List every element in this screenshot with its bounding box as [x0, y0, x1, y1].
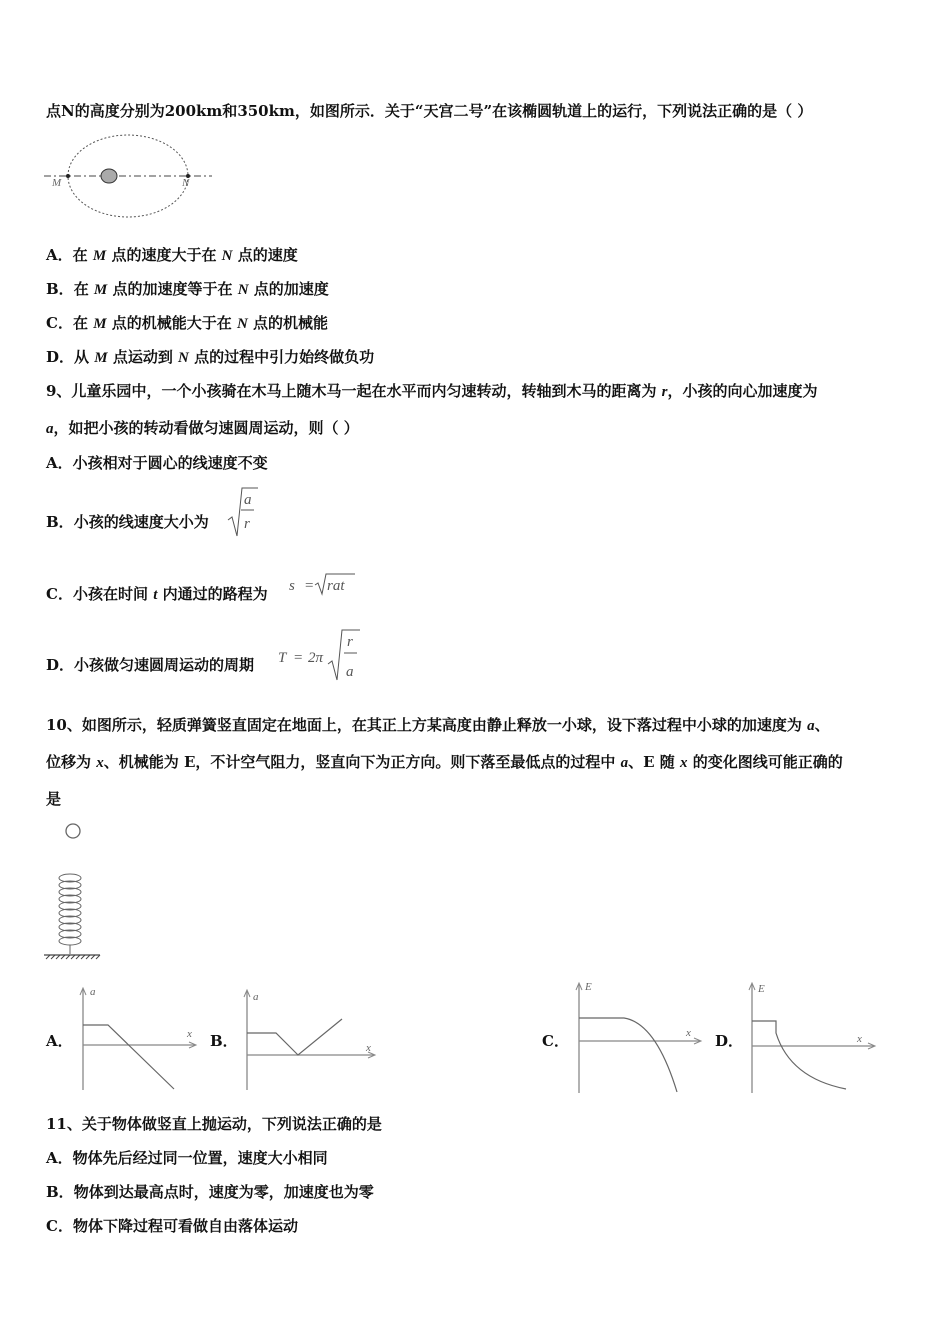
graph-curve	[579, 1018, 677, 1092]
var-x: x	[96, 755, 104, 771]
sqrt-sign	[228, 488, 258, 536]
fraction-denominator: a	[346, 664, 354, 680]
graph-label-c	[542, 1031, 569, 1051]
option-text: 点的过程中引力始终做负功	[188, 348, 375, 366]
spring-coils	[59, 874, 81, 954]
option-text: 从	[74, 348, 95, 366]
graph-d	[740, 978, 880, 1096]
q9-option-a	[46, 453, 268, 473]
var-n: N	[178, 350, 189, 366]
var-n: N	[237, 282, 249, 298]
y-axis-label: E	[585, 981, 592, 993]
option-text: 点的加速度等于在	[107, 280, 238, 298]
q11-option-c	[46, 1216, 298, 1236]
var-n: N	[221, 248, 233, 264]
x-axis-label: x	[857, 1033, 862, 1045]
var-n: N	[236, 316, 248, 332]
formula-equals: =	[294, 650, 303, 666]
q9-option-c	[46, 584, 268, 605]
option-text: 内通过的路程为	[157, 585, 268, 603]
q11-stem	[46, 1114, 382, 1134]
graph-curve	[247, 1019, 342, 1055]
q11-text: 11、关于物体做竖直上抛运动，下列说法正确的是	[46, 1115, 382, 1133]
y-axis-label: a	[253, 991, 259, 1003]
q10-text: 、	[814, 716, 830, 734]
graph-label-a	[46, 1031, 73, 1051]
formula-s-equals-sqrt-rat	[289, 572, 359, 598]
option-text: 小孩做匀速圆周运动的周期	[74, 656, 255, 674]
option-letter: A．	[46, 454, 73, 472]
var-m: M	[92, 248, 107, 264]
fraction-denominator: r	[244, 516, 250, 532]
intro-line	[46, 101, 812, 121]
graph-c	[566, 978, 706, 1096]
q8-option-c	[46, 313, 328, 334]
option-letter: B．	[46, 280, 74, 298]
q10-stem-line3	[46, 789, 61, 809]
option-letter: C．	[46, 314, 73, 332]
q10-text: 的变化图线可能正确的	[687, 753, 843, 771]
option-letter: D．	[46, 656, 75, 674]
option-text: 小孩相对于圆心的线速度不变	[72, 454, 268, 472]
q10-stem-line2	[46, 752, 843, 773]
var-a: a	[807, 718, 815, 734]
q9-text: ，如把小孩的转动看做匀速圆周运动，则（ ）	[53, 419, 359, 437]
q8-option-d	[46, 347, 374, 368]
option-letter: C．	[46, 585, 73, 603]
q8-option-a	[46, 245, 298, 266]
option-letter: A．	[46, 1032, 73, 1050]
q9-option-b	[46, 512, 209, 532]
option-text: 点的机械能大于在	[106, 314, 237, 332]
var-a: a	[46, 421, 54, 437]
formula-radicand: rat	[327, 578, 345, 594]
label-m: M	[52, 177, 62, 189]
option-text: 点的速度大于在	[106, 246, 222, 264]
graph-curve	[752, 1021, 846, 1089]
option-text: 点的加速度	[248, 280, 329, 298]
ball	[66, 824, 80, 838]
var-t: t	[153, 587, 158, 603]
orbit-figure	[40, 130, 220, 230]
option-text: 物体下降过程可看做自由落体运动	[72, 1217, 298, 1235]
x-axis-label: x	[187, 1028, 192, 1040]
option-text: 点的机械能	[247, 314, 329, 332]
y-axis-label: a	[90, 986, 96, 998]
option-text: 在	[73, 280, 94, 298]
graph-label-d	[715, 1031, 743, 1051]
label-n: N	[182, 177, 190, 189]
q9-stem-line2	[46, 418, 359, 439]
option-letter: A．	[46, 246, 73, 264]
q9-option-d	[46, 655, 254, 675]
q9-text: ，小孩的向心加速度为	[667, 382, 818, 400]
option-text: 在	[72, 246, 93, 264]
option-letter: C．	[46, 1217, 73, 1235]
option-text: 点运动到	[107, 348, 179, 366]
q10-text: 10、如图所示，轻质弹簧竖直固定在地面上，在其正上方某高度由静止释放一小球，设下落过程中小球的加速度为	[46, 716, 808, 734]
formula-s: s	[289, 578, 295, 594]
option-text: 物体先后经过同一位置，速度大小相同	[72, 1149, 328, 1167]
formula-t: T	[278, 650, 287, 666]
option-letter: D．	[715, 1032, 744, 1050]
option-letter: A．	[46, 1149, 73, 1167]
q10-text: 是	[46, 790, 62, 808]
q11-option-b	[46, 1182, 374, 1202]
point-m	[66, 174, 70, 178]
formula-sqrt-a-over-r	[226, 486, 260, 542]
var-m: M	[93, 316, 107, 332]
option-text: 在	[72, 314, 94, 332]
var-m: M	[94, 350, 108, 366]
q11-option-a	[46, 1148, 328, 1168]
y-axis-label: E	[758, 983, 765, 995]
graph-a	[70, 985, 200, 1095]
x-axis-label: x	[366, 1042, 371, 1054]
q10-stem-line1	[46, 715, 830, 736]
var-x: x	[680, 755, 688, 771]
graph-curve	[83, 1025, 174, 1089]
q10-text: 、E 随	[628, 753, 681, 771]
option-letter: B．	[46, 1183, 74, 1201]
q10-text: 位移为	[46, 753, 97, 771]
option-letter: B．	[210, 1032, 238, 1050]
var-m: M	[93, 282, 108, 298]
formula-period	[278, 628, 368, 684]
x-axis-label: x	[686, 1027, 691, 1039]
var-a: a	[620, 755, 629, 771]
earth-circle	[101, 169, 117, 183]
intro-text: 和	[222, 102, 238, 120]
option-text: 点的速度	[232, 246, 298, 264]
option-text: 物体到达最高点时，速度为零，加速度也为零	[73, 1183, 374, 1201]
option-letter: D．	[46, 348, 75, 366]
height-value-2: 350km	[237, 102, 295, 120]
intro-question: ，如图所示．关于“天宫二号”在该椭圆轨道上的运行，下列说法正确的是（ ）	[294, 102, 813, 120]
q9-text: 9、儿童乐园中，一个小孩骑在木马上随木马一起在水平而内匀速转动，转轴到木马的距离为	[46, 382, 662, 400]
intro-text: 点N的高度分别为	[46, 102, 165, 120]
option-letter: B．	[46, 513, 74, 531]
q9-stem-line1	[46, 381, 818, 402]
q8-option-b	[46, 279, 329, 300]
height-value-1: 200km	[164, 102, 223, 120]
formula-2pi: 2π	[308, 650, 324, 666]
option-text: 小孩在时间	[72, 585, 154, 603]
graph-b	[234, 985, 379, 1095]
q10-text: 、机械能为 E，不计空气阻力，竖直向下为正方向。则下落至最低点的过程中	[103, 753, 621, 771]
fraction-numerator: a	[244, 492, 252, 508]
spring-figure	[44, 820, 104, 965]
sqrt-sign	[328, 630, 360, 680]
var-r: r	[661, 384, 668, 400]
option-text: 小孩的线速度大小为	[73, 513, 209, 531]
formula-equals: =	[305, 578, 314, 594]
fraction-numerator: r	[347, 634, 353, 650]
option-letter: C．	[542, 1032, 569, 1050]
